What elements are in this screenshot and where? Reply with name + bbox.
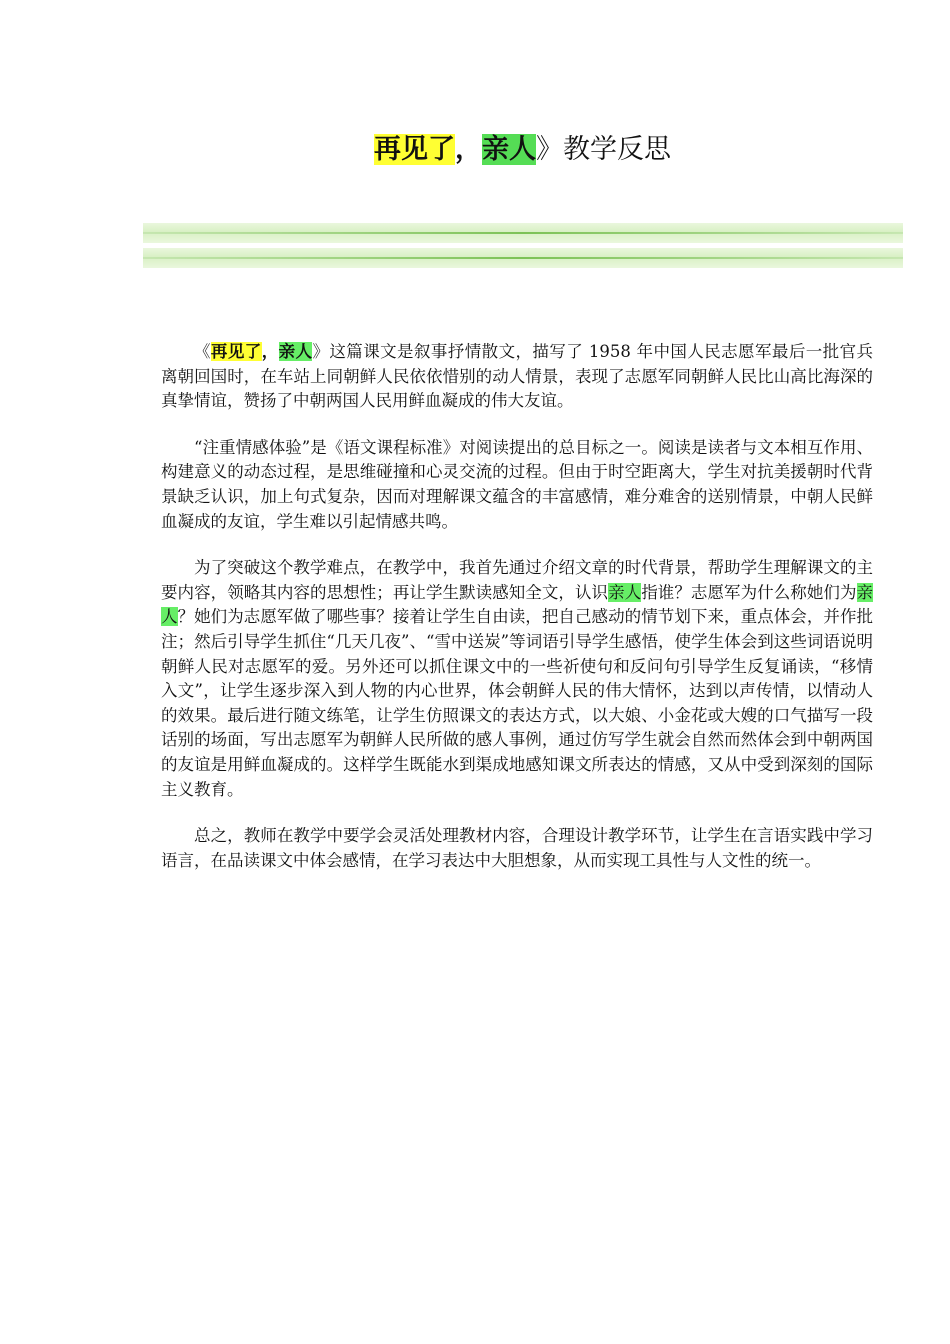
- paragraph-3-highlight-1: 亲人: [608, 582, 642, 602]
- paragraph-2: “注重情感体验”是《语文课程标准》对阅读提出的总目标之一。阅读是读者与文本相互作用、构建意义的动态过程，是思维碰撞和心灵交流的过程。但由于时空距离大，学生对抗美援朝时代背景缺乏认识，加上句式复杂，因而对理解课文蕴含的丰富感情，难分难舍的送别情景，中朝人民鲜血凝成的友谊，学生难以引起情感共鸣。: [161, 437, 873, 531]
- decorative-banner-bottom: [143, 248, 903, 268]
- title-highlight-2: 亲人: [482, 134, 536, 165]
- paragraph-1-text: 》这篇课文是叙事抒情散文，描写了 1958 年中国人民志愿军最后一批官兵离朝回国时，在车站上同朝鲜人民依依惜别的动人情景，表现了志愿军同朝鲜人民比山高比海深的真挚情谊，赞扬了中朝两国人民用鲜血凝成的伟大友谊。: [161, 342, 873, 411]
- paragraph-3-text-c: ？她们为志愿军做了哪些事？接着让学生自由读，把自己感动的情节划下来，重点体会，并作批注；然后引导学生抓住“几天几夜”、“雪中送炭”等词语引导学生感悟，使学生体会到这些词语说明朝鲜人民对志愿军的爱。另外还可以抓住课文中的一些祈使句和反问句引导学生反复诵读，“移情入文”，让学生逐步深入到人物的内心世界，体会朝鲜人民的伟大情怀，达到以声传情，以情动人的效果。最后进行随文练笔，让学生仿照课文的表达方式，以大娘、小金花或大嫂的口气描写一段话别的场面，写出志愿军为朝鲜人民所做的感人事例，通过仿写学生就会自然而然体会到中朝两国的友谊是用鲜血凝成的。这样学生既能水到渠成地感知课文所表达的情感，又从中受到深刻的国际主义教育。: [161, 607, 874, 799]
- paragraph-4: 总之，教师在教学中要学会灵活处理教材内容，合理设计教学环节，让学生在言语实践中学习语言，在品读课文中体会感情，在学习表达中大胆想象，从而实现工具性与人文性的统一。: [161, 826, 873, 870]
- document-body: [161, 340, 873, 895]
- paragraph-3-text-b: 指谁？志愿军为什么称她们为: [641, 582, 857, 602]
- paragraph-1-comma: ，: [261, 342, 279, 361]
- paragraph-1-highlight-2: 亲人: [278, 342, 313, 361]
- paragraph-3-text-a: 为了突破这个教学难点，在教学中，我首先通过介绍文章的时代背景，帮助学生理解课文的主要内容，领略其内容的思想性；再让学生默读感知全文，认识: [161, 558, 873, 602]
- title-comma: ，: [455, 134, 482, 165]
- paragraph-3: [161, 556, 873, 802]
- title-highlight-1: 再见了: [374, 134, 455, 165]
- paragraph-1-highlight-1: 再见了: [210, 342, 262, 361]
- title-rest: 》教学反思: [536, 134, 671, 165]
- page-title: [0, 130, 950, 170]
- paragraph-3-highlight-2: 亲人: [161, 582, 874, 627]
- decorative-banner-top: [143, 223, 903, 243]
- paragraph-1-open-bracket: 《: [194, 342, 211, 361]
- paragraph-1: [161, 340, 873, 414]
